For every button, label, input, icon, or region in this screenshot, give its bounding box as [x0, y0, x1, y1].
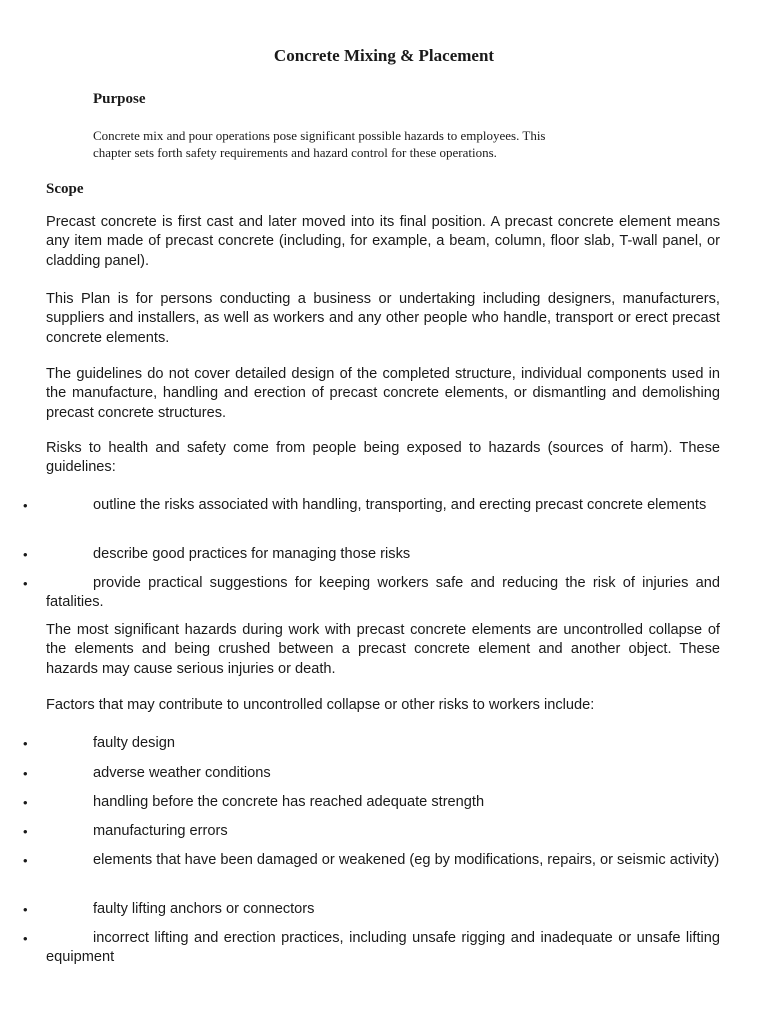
bullet-text: faulty design	[93, 735, 175, 751]
purpose-text: Concrete mix and pour operations pose significant possible hazards to employees. This chapter sets forth safety requirements and hazard control for these operations.	[93, 128, 546, 160]
purpose-heading: Purpose	[93, 91, 146, 107]
bullet-icon: •	[23, 498, 28, 513]
bullet-text: faulty lifting anchors or connectors	[93, 901, 315, 917]
factor-bullet-item	[23, 929, 720, 968]
hazards-paragraph: The most significant hazards during work with precast concrete elements are uncontrolled collapse of the elements and being crushed between a precast concrete element and another object. These hazards may cause serious injuries or death.	[46, 622, 720, 677]
bullet-icon: •	[23, 931, 28, 946]
bullet-text: manufacturing errors	[93, 823, 228, 839]
factor-bullet-item	[23, 822, 720, 841]
bullet-icon: •	[23, 547, 28, 562]
factor-bullet-item	[23, 764, 720, 783]
bullet-text: outline the risks associated with handling, transporting, and erecting precast concrete elements	[93, 497, 707, 513]
factors-intro: Factors that may contribute to uncontrolled collapse or other risks to workers include:	[46, 697, 595, 713]
factor-bullet-item	[23, 851, 720, 870]
bullet-icon: •	[23, 824, 28, 839]
bullet-text: elements that have been damaged or weakened (eg by modifications, repairs, or seismic activity)	[93, 852, 720, 868]
bullet-icon: •	[23, 853, 28, 868]
bullet-text: provide practical suggestions for keeping workers safe and reducing the risk of injuries and fatalities.	[46, 575, 720, 611]
bullet-icon: •	[23, 902, 28, 917]
scope-paragraph-risks: Risks to health and safety come from people being exposed to hazards (sources of harm). These guidelines:	[46, 440, 720, 476]
bullet-text: adverse weather conditions	[93, 765, 271, 781]
bullet-text: incorrect lifting and erection practices, including unsafe rigging and inadequate or unsafe lifting equipment	[46, 930, 720, 966]
scope-paragraph-plan: This Plan is for persons conducting a business or undertaking including designers, manufacturers, suppliers and installers, as well as workers and any other people who handle, transport or erect precast concrete elements.	[46, 291, 720, 346]
page-title: Concrete Mixing & Placement	[273, 46, 495, 65]
scope-heading: Scope	[46, 181, 84, 197]
bullet-icon: •	[23, 766, 28, 781]
bullet-icon: •	[23, 795, 28, 810]
guideline-bullet-item	[23, 496, 720, 515]
bullet-text: handling before the concrete has reached adequate strength	[93, 794, 485, 810]
factor-bullet-item	[23, 793, 720, 812]
bullet-text: describe good practices for managing those risks	[93, 546, 411, 562]
bullet-icon: •	[23, 736, 28, 751]
scope-paragraph-precast: Precast concrete is first cast and later moved into its final position. A precast concrete element means any item made of precast concrete (including, for example, a beam, column, floor slab, T-wall panel, or cladding panel).	[46, 214, 720, 269]
factor-bullet-item	[23, 900, 720, 919]
bullet-icon: •	[23, 576, 28, 591]
factor-bullet-item	[23, 734, 720, 753]
scope-paragraph-guidelines: The guidelines do not cover detailed design of the completed structure, individual components used in the manufacture, handling and erection of precast concrete elements, or dismantling and demolishing precast concrete structures.	[46, 366, 720, 421]
guideline-bullet-item	[23, 545, 720, 564]
guideline-bullet-item	[23, 574, 720, 613]
